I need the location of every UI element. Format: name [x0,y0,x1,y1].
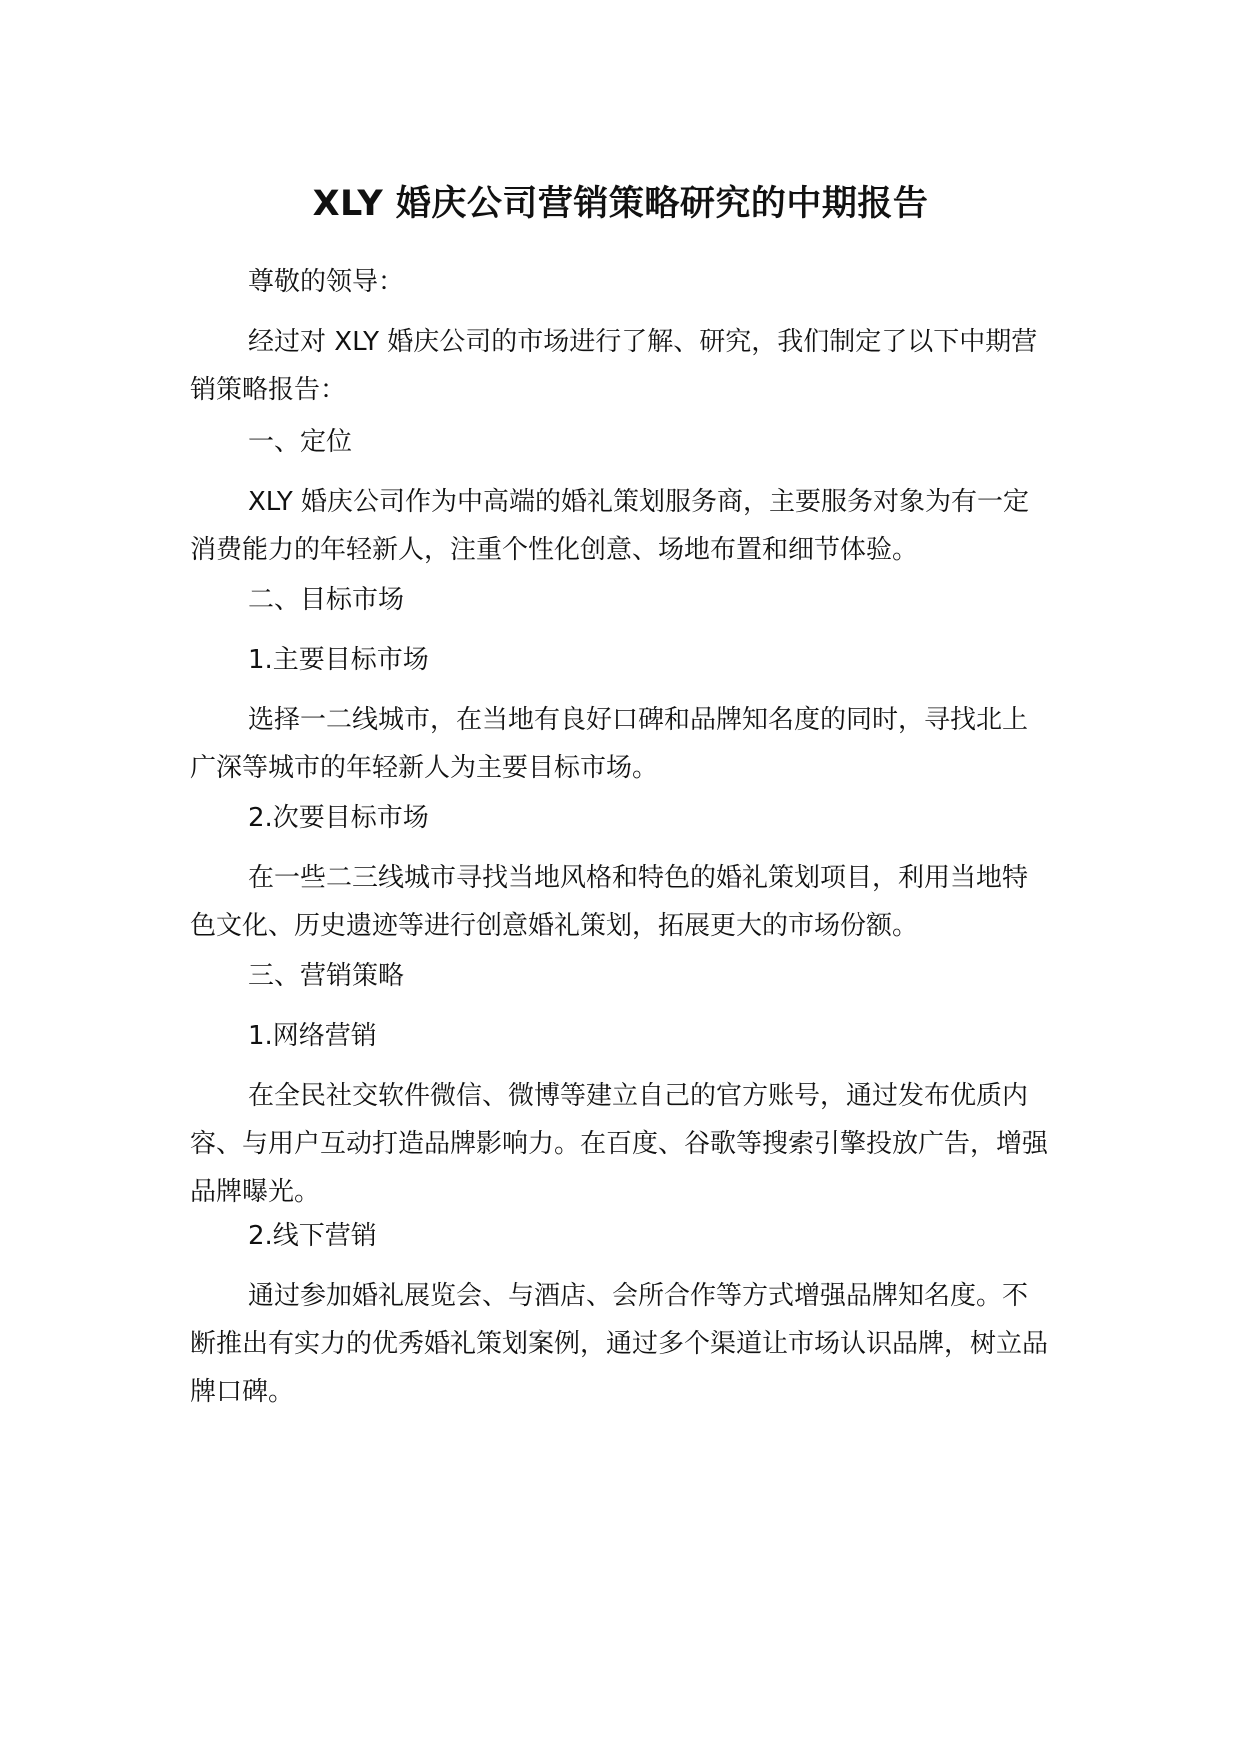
intro-paragraph: 经过对 XLY 婚庆公司的市场进行了解、研究，我们制定了以下中期营销策略报告： [190,327,1038,405]
section-heading-marketing-strategy: 三、营销策略 [248,961,405,991]
greeting: 尊敬的领导： [248,267,405,297]
subheading-online-marketing: 1.网络营销 [248,1021,377,1051]
primary-market-paragraph: 选择一二线城市，在当地有良好口碑和品牌知名度的同时，寻找北上广深等城市的年轻新人为主要目标市场。 [190,705,1029,783]
section-heading-target-market: 二、目标市场 [248,585,405,615]
subheading-secondary-market: 2.次要目标市场 [248,803,429,833]
subheading-primary-market: 1.主要目标市场 [248,645,429,675]
offline-marketing-paragraph: 通过参加婚礼展览会、与酒店、会所合作等方式增强品牌知名度。不断推出有实力的优秀婚礼策划案例，通过多个渠道让市场认识品牌，树立品牌口碑。 [190,1281,1049,1407]
online-marketing-paragraph: 在全民社交软件微信、微博等建立自己的官方账号，通过发布优质内容、与用户互动打造品牌影响力。在百度、谷歌等搜索引擎投放广告，增强品牌曝光。 [190,1081,1049,1207]
section-heading-positioning: 一、定位 [248,427,353,457]
subheading-offline-marketing: 2.线下营销 [248,1221,377,1251]
document-title: XLY 婚庆公司营销策略研究的中期报告 [312,184,929,224]
secondary-market-paragraph: 在一些二三线城市寻找当地风格和特色的婚礼策划项目，利用当地特色文化、历史遗迹等进行创意婚礼策划，拓展更大的市场份额。 [190,863,1029,941]
positioning-paragraph: XLY 婚庆公司作为中高端的婚礼策划服务商，主要服务对象为有一定消费能力的年轻新人，注重个性化创意、场地布置和细节体验。 [190,487,1029,565]
